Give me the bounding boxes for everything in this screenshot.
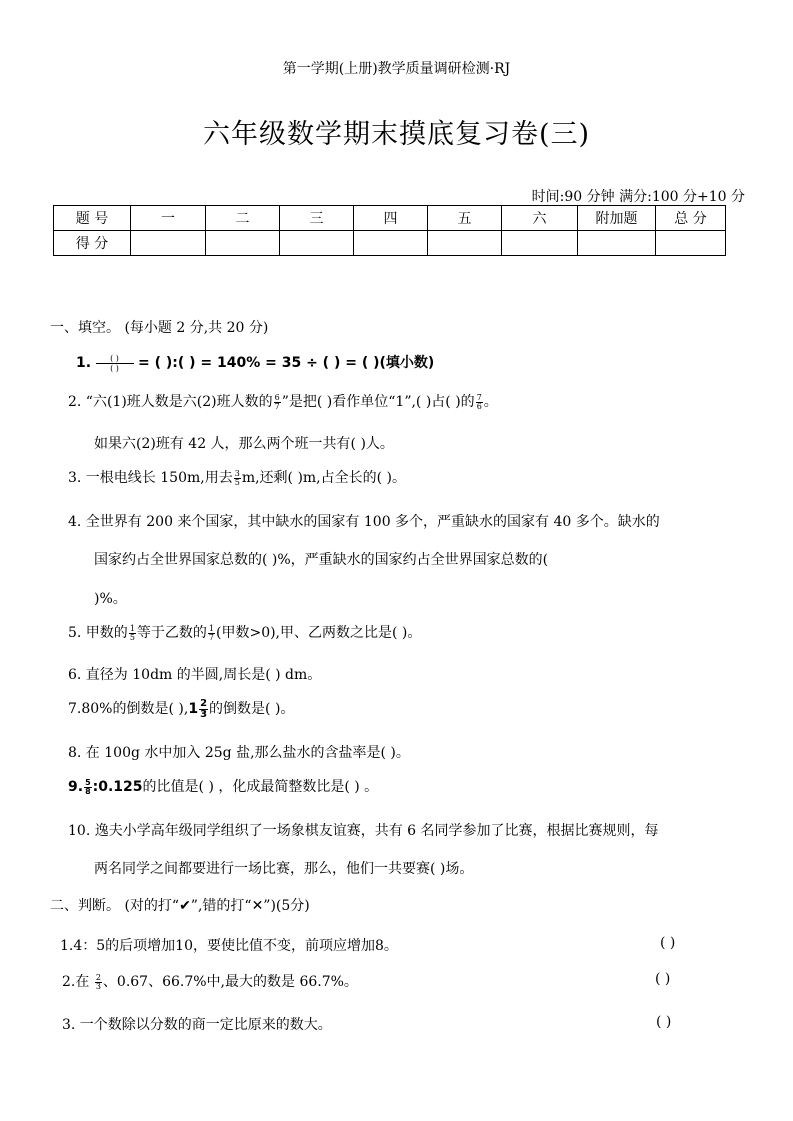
mixed-number-whole: 1 xyxy=(188,701,199,717)
score-entry-5[interactable] xyxy=(428,231,502,256)
score-row-label: 得 分 xyxy=(54,231,131,256)
score-cell: 附加题 xyxy=(578,206,656,231)
question-1-number: 1. xyxy=(76,355,92,371)
question-9-part-b: 的比值是( ) ，化成最简整数比是( ) 。 xyxy=(142,779,379,795)
denominator: 3 xyxy=(200,708,208,720)
score-table-score-row xyxy=(54,231,726,256)
question-2-part-c: 。 xyxy=(483,394,498,410)
question-5-part-b: 等于乙数的 xyxy=(136,625,207,641)
denominator: 5 xyxy=(234,477,240,487)
question-5 xyxy=(68,622,421,642)
fraction-3-5 xyxy=(234,470,241,487)
question-5-part-c: (甲数>0),甲、乙两数之比是( )。 xyxy=(216,625,422,641)
score-table-header-row xyxy=(54,206,726,231)
numerator: 6 xyxy=(274,392,280,402)
question-3 xyxy=(68,467,406,487)
denominator: 3 xyxy=(95,981,101,991)
score-cell: 二 xyxy=(206,206,280,231)
numerator: 2 xyxy=(95,972,101,982)
denominator: 6 xyxy=(476,401,482,411)
question-7 xyxy=(68,698,294,720)
numerator: 2 xyxy=(200,697,208,709)
question-9 xyxy=(68,776,378,796)
question-4-line3: )%。 xyxy=(94,591,127,607)
score-entry-4[interactable] xyxy=(354,231,428,256)
score-cell: 六 xyxy=(502,206,578,231)
fraction-7-6 xyxy=(476,394,483,411)
score-cell: 四 xyxy=(354,206,428,231)
exam-title: 六年级数学期末摸底复习卷(三) xyxy=(202,119,591,150)
judgement-2-answer[interactable]: ( ) xyxy=(655,971,671,987)
judgement-1: 1.4：5的后项增加10，要使比值不变，前项应增加8。 xyxy=(60,938,398,954)
score-table xyxy=(53,205,726,256)
question-1-text: = ( ):( ) = 140% = 35 ÷ ( ) = ( )(填小数) xyxy=(137,355,435,371)
judgement-1-answer[interactable]: ( ) xyxy=(660,935,676,951)
question-10-line2: 两名同学之间都要进行一场比赛，那么，他们一共要赛( )场。 xyxy=(94,861,474,877)
question-8: 8. 在 100g 水中加入 25g 盐,那么盐水的含盐率是( )。 xyxy=(68,745,410,761)
denominator: 7 xyxy=(274,401,280,411)
question-7-part-a: 7.80%的倒数是( ), xyxy=(68,701,189,717)
score-cell: 五 xyxy=(428,206,502,231)
judgement-2 xyxy=(62,971,358,991)
question-4-line2: 国家约占全世界国家总数的( )%，严重缺水的国家约占全世界国家总数的( xyxy=(94,552,549,568)
fraction-1-5 xyxy=(129,625,136,642)
fraction-6-7 xyxy=(274,394,281,411)
fraction-1-7 xyxy=(208,625,215,642)
section2-heading: 二、判断。 (对的打“✔”,错的打“✕”)(5分) xyxy=(50,898,310,914)
numerator: 1 xyxy=(208,623,214,633)
blank-fraction xyxy=(96,354,134,373)
judgement-3: 3. 一个数除以分数的商一定比原来的数大。 xyxy=(62,1017,332,1033)
score-entry-3[interactable] xyxy=(280,231,354,256)
score-entry-total[interactable] xyxy=(656,231,726,256)
question-4-line1: 4. 全世界有 200 来个国家，其中缺水的国家有 100 多个，严重缺水的国家有 40 多个。缺水的 xyxy=(68,514,660,530)
question-5-part-a: 5. 甲数的 xyxy=(68,625,128,641)
question-1 xyxy=(76,352,434,373)
score-entry-bonus[interactable] xyxy=(578,231,656,256)
score-entry-2[interactable] xyxy=(206,231,280,256)
question-2-part-b: ”是把( )看作单位“1”,( )占( )的 xyxy=(281,394,475,410)
score-cell: 总 分 xyxy=(656,206,726,231)
denominator: 5 xyxy=(129,632,135,642)
denominator: 7 xyxy=(208,632,214,642)
time-and-score-info: 时间:90 分钟 满分:100 分+10 分 xyxy=(531,189,745,205)
question-6: 6. 直径为 10dm 的半圆,周长是( ) dm。 xyxy=(68,667,322,683)
judgement-2-part-b: 、0.67、66.7%中,最大的数是 66.7%。 xyxy=(102,974,358,990)
numerator: 3 xyxy=(234,468,240,478)
judgement-2-part-a: 2.在 xyxy=(62,974,94,990)
question-9-number: 9. xyxy=(68,779,84,795)
blank-numerator: ( ) xyxy=(96,354,134,364)
question-2-line2: 如果六(2)班有 42 人，那么两个班一共有( )人。 xyxy=(94,436,394,452)
ratio-value: :0.125 xyxy=(92,779,143,795)
judgement-3-answer[interactable]: ( ) xyxy=(656,1014,672,1030)
score-entry-6[interactable] xyxy=(502,231,578,256)
question-3-part-b: m,还剩( )m,占全长的( )。 xyxy=(241,470,407,486)
question-7-part-b: 的倒数是( )。 xyxy=(209,701,295,717)
question-10-line1: 10. 逸夫小学高年级同学组织了一场象棋友谊赛，共有 6 名同学参加了比赛，根据比赛规则，每 xyxy=(68,823,659,839)
numerator: 7 xyxy=(476,392,482,402)
fraction-2-3 xyxy=(199,699,208,720)
numerator: 5 xyxy=(85,777,91,787)
score-cell: 一 xyxy=(131,206,206,231)
score-cell: 题 号 xyxy=(54,206,131,231)
fraction-5-8 xyxy=(84,779,92,796)
exam-subtitle: 第一学期(上册)教学质量调研检测·RJ xyxy=(282,61,511,77)
score-cell: 三 xyxy=(280,206,354,231)
denominator: 8 xyxy=(85,786,91,796)
blank-denominator: ( ) xyxy=(110,363,119,373)
numerator: 1 xyxy=(129,623,135,633)
score-entry-1[interactable] xyxy=(131,231,206,256)
section1-heading: 一、填空。 (每小题 2 分,共 20 分) xyxy=(50,320,269,336)
question-2-part-a: 2. “六(1)班人数是六(2)班人数的 xyxy=(68,394,273,410)
question-3-part-a: 3. 一根电线长 150m,用去 xyxy=(68,470,233,486)
question-2 xyxy=(68,391,498,411)
fraction-2-3 xyxy=(95,974,102,991)
